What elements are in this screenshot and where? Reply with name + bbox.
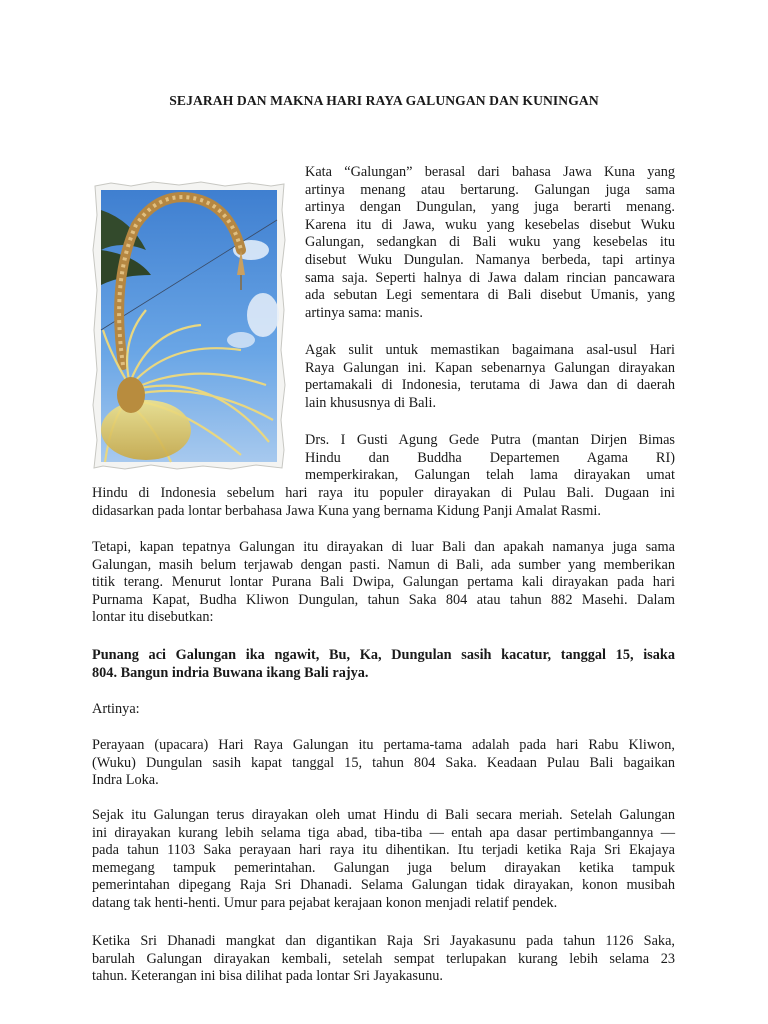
text-line: Ketika Sri Dhanadi mangkat dan digantikan Raja Sri Jayakasunu pada tahun 1126 Saka,: [92, 933, 675, 949]
text-line: sama saja. Seperti halnya di Jawa dalam rincian pancawara: [305, 269, 675, 286]
text-line: pertamakali di Indonesia, terutama di Jawa dan di daerah: [305, 377, 675, 394]
text-line: Galungan, masih belum terjawab dengan pasti. Namun di Bali, ada sumber yang memberikan: [92, 556, 675, 573]
text-line: 804. Bangun indria Buwana ikang Bali rajya.: [92, 664, 369, 681]
paragraph-5: [92, 737, 675, 790]
quote-paragraph: [92, 647, 675, 682]
penjor-image: [91, 180, 288, 471]
text-line: ada sebutan Legi sementara di Bali disebut Umanis, yang: [305, 287, 675, 304]
text-line: ini dirayakan kurang lebih selama tiga abad, tiba-tiba — entah apa dasar pertimbangannya —: [92, 824, 675, 841]
text-line: Punang aci Galungan ika ngawit, Bu, Ka, Dungulan sasih kacatur, tanggal 15, isaka: [92, 647, 675, 663]
text-line: Tetapi, kapan tepatnya Galungan itu dirayakan di luar Bali dan apakah namanya juga sama: [92, 539, 675, 555]
text-line: Indra Loka.: [92, 772, 159, 789]
text-line: Perayaan (upacara) Hari Raya Galungan itu pertama-tama adalah pada hari Rabu Kliwon,: [92, 737, 675, 753]
document-title: SEJARAH DAN MAKNA HARI RAYA GALUNGAN DAN KUNINGAN: [169, 93, 599, 108]
paragraph-1: [305, 164, 675, 322]
text-line: Purnama Kapat, Budha Kliwon Dungulan, tahun Saka 804 atau tahun 882 Masehi. Dalam: [92, 591, 675, 608]
penjor-photo: [91, 180, 288, 471]
text-line: artinya dengan Dungulan, yang juga berarti menang.: [305, 199, 675, 216]
text-line: pemerintahan dipegang Raja Sri Dhanadi. Selama Galungan tidak dirayakan, konon musibah: [92, 877, 675, 894]
paragraph-4: [92, 539, 675, 627]
artinya-label: [92, 701, 675, 719]
text-line: pada tahun 1103 Saka perayaan hari raya itu dihentikan. Itu terjadi ketika Raja Sri Ekajaya: [92, 842, 675, 859]
text-line: Galungan, sedangkan di Bali wuku yang kesebelas itu: [305, 234, 675, 251]
text-line: Drs. I Gusti Agung Gede Putra (mantan Dirjen Bimas: [305, 432, 675, 448]
text-line: didasarkan pada lontar berbahasa Jawa Kuna yang bernama Kidung Panji Amalat Rasmi.: [92, 502, 601, 519]
text-line: artinya menang atau bertarung. Galungan juga sama: [305, 181, 675, 198]
text-line: lontar itu disebutkan:: [92, 609, 214, 626]
text-line: Hindu dan Buddha Departemen Agama RI): [305, 449, 675, 466]
text-line: datang tak henti-henti. Umur para pejabat kerajaan konon menjadi relatif pendek.: [92, 894, 558, 911]
text-line: Hindu di Indonesia sebelum hari raya itu populer dirayakan di Pulau Bali. Dugaan ini: [92, 485, 675, 501]
text-line: Sejak itu Galungan terus dirayakan oleh umat Hindu di Bali secara meriah. Setelah Galungan: [92, 807, 675, 823]
text-line: Raya Galungan ini. Kapan sebenarnya Galungan dirayakan: [305, 359, 675, 376]
text-line: Kata “Galungan” berasal dari bahasa Jawa Kuna yang: [305, 164, 675, 180]
text-line: memegang tampuk pemerintahan. Galungan juga belum dirayakan ketika tampuk: [92, 859, 675, 876]
text-line: disebut Wuku Dungulan. Namanya berbeda, tapi artinya: [305, 251, 675, 268]
paragraph-2: [305, 342, 675, 412]
paragraph-3-full: [92, 485, 675, 520]
text-line: tahun. Keterangan ini bisa dilihat pada lontar Sri Jayakasunu.: [92, 968, 443, 985]
text-line: (Wuku) Dungulan sasih kapat tanggal 15, tahun 804 Saka. Keadaan Pulau Bali bagaikan: [92, 754, 675, 771]
text-line: memperkirakan, Galungan telah lama dirayakan umat: [305, 467, 675, 484]
text-line: Artinya:: [92, 701, 140, 717]
paragraph-3-narrow: [305, 432, 675, 485]
text-line: Karena itu di Jawa, wuku yang kesebelas disebut Wuku: [305, 216, 675, 233]
paragraph-6: [92, 807, 675, 913]
text-line: artinya sama: manis.: [305, 304, 423, 321]
paragraph-7: [92, 933, 675, 986]
text-line: barulah Galungan dirayakan kembali, setelah sempat terlupakan kurang lebih selama 23: [92, 950, 675, 967]
text-line: Agak sulit untuk memastikan bagaimana asal-usul Hari: [305, 342, 675, 358]
text-line: lain khususnya di Bali.: [305, 394, 437, 411]
text-line: titik terang. Menurut lontar Purana Bali Dwipa, Galungan pertama kali dirayakan pada hari: [92, 574, 675, 591]
